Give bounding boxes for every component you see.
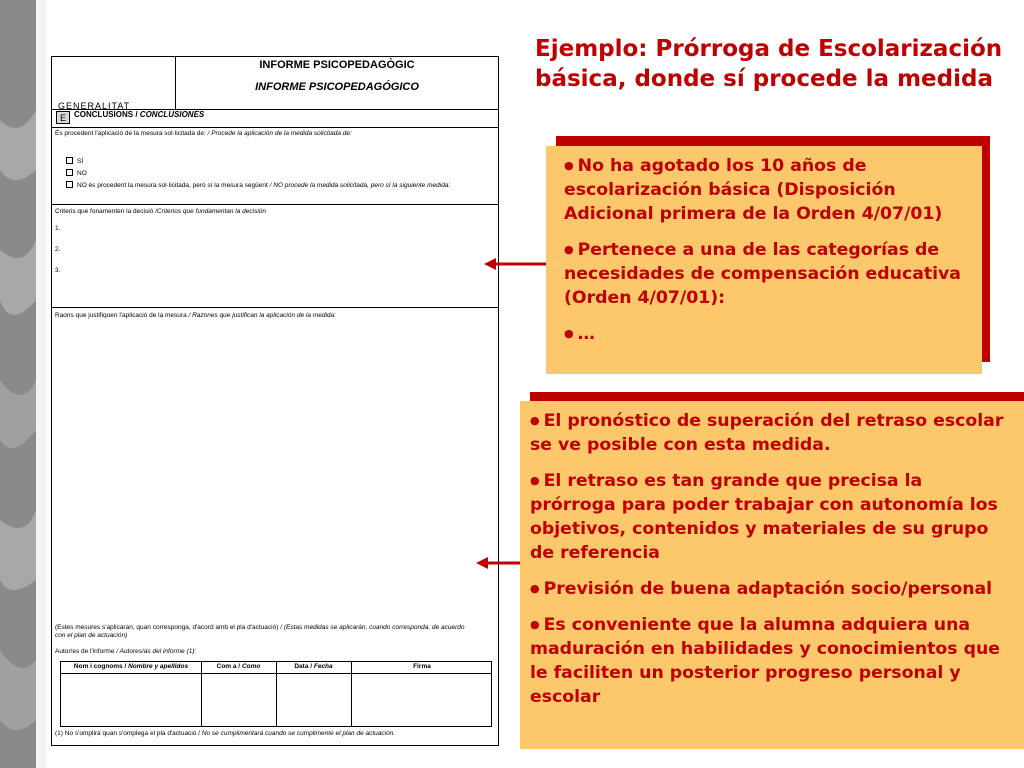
decorative-strip: [0, 0, 36, 768]
divider: [52, 307, 498, 308]
estes-label: [55, 624, 465, 631]
form-header-spanish: INFORME PSICOPEDAGÓGICO: [255, 81, 419, 93]
list-item: [564, 238, 968, 310]
option-no-label: NO: [77, 170, 87, 177]
table-header-nom: [61, 663, 201, 670]
section-title-es: CONCLUSIONES: [139, 110, 205, 119]
bullet-text: El retraso es tan grande que precisa la prórroga para poder trabajar con autonomía los objetivos, contenidos y materiales de su grupo de referencia: [530, 471, 998, 563]
form-header-valencian: INFORME PSICOPEDAGÒGIC: [259, 59, 415, 71]
footnote-val: (1) No s'omplirà quan s'omplega el pla d'actuació /: [55, 730, 200, 737]
autors-label: [55, 648, 196, 655]
callout-box-requirements: [546, 146, 982, 374]
option-no-procede-label: [77, 182, 450, 189]
procede-val: És procedent l'aplicació de la mesura sol·licitada de:: [55, 130, 206, 137]
strip-edge: [36, 0, 46, 768]
list-item: [530, 613, 1010, 709]
generalitat-logo: GENERALITAT: [58, 101, 131, 111]
option-no-procede-es: / NO procede la medida solicitada, pero sí la siguiente medida:: [269, 182, 451, 189]
bullet-text: …: [577, 324, 595, 344]
criteris-es: /Criterios que fundamentan la decisión: [155, 208, 267, 215]
option-no-procede-val: NO és procedent la mesura sol·licitada, però sí la mesura següent: [77, 182, 268, 189]
slide-title: Ejemplo: Prórroga de Escolarización básica, donde sí procede la medida: [535, 36, 1003, 92]
psychopedagogical-report-form: [51, 56, 499, 746]
procede-label: [55, 130, 352, 137]
estes-es-2: con el plan de actuación): [55, 632, 128, 639]
table-header-com: [201, 663, 276, 670]
criteris-val: Criteris que fonamenten la decisió: [55, 208, 154, 215]
bullet-icon: ●: [564, 243, 574, 256]
arrow-left-icon: [476, 555, 522, 571]
divider: [52, 204, 498, 205]
section-title: [74, 110, 204, 119]
criteria-item-1: 1.: [55, 225, 61, 232]
bullet-text: Es conveniente que la alumna adquiera una maduración en habilidades y conocimientos que le faciliten un posterior progreso personal y escolar: [530, 615, 1000, 707]
bullet-icon: ●: [530, 582, 540, 595]
callout-box-reasons: [520, 401, 1024, 749]
divider: [52, 127, 498, 128]
logo-cell: [52, 57, 176, 109]
header-com-es: Como: [241, 663, 261, 670]
option-si-label: SÍ: [77, 158, 84, 165]
header-nom-es: Nombre y apellidos: [128, 663, 189, 670]
bullet-icon: ●: [564, 327, 574, 340]
list-item: [530, 409, 1010, 457]
footnote: [55, 730, 395, 737]
bullet-icon: ●: [530, 414, 540, 427]
section-title-val: CONCLUSIONS: [74, 110, 134, 119]
bullet-icon: ●: [530, 618, 540, 631]
bullet-text: Previsión de buena adaptación socio/personal: [543, 579, 993, 599]
table-col-divider: [276, 662, 277, 726]
raons-es: / Razones que justifican la aplicación de la medida:: [188, 312, 336, 319]
raons-val: Raons que justifiquen l'aplicació de la mesura: [55, 312, 187, 319]
estes-val: (Estes mesures s'aplicaran, quan corresponga, d'acord amb el pla d'actuació): [55, 624, 279, 631]
criteria-item-2: 2.: [55, 246, 61, 253]
header-data-val: Data /: [294, 663, 313, 670]
criteria-item-3: 3.: [55, 267, 61, 274]
bullet-icon: ●: [530, 474, 540, 487]
section-letter: E: [56, 111, 70, 124]
raons-label: [55, 312, 336, 319]
estes-es-1: / (Estas medidas se aplicarán, cuando corresponda, de acuerdo: [280, 624, 465, 631]
procede-es: / Procede la aplicación de la medida solicitada de:: [207, 130, 352, 137]
header-data-es: Fecha: [313, 663, 333, 670]
list-item: [530, 577, 1010, 601]
list-item: [564, 322, 968, 346]
estes-label-2: [55, 632, 127, 639]
header-nom-val: Nom i cognoms /: [73, 663, 127, 670]
autors-es: / Autores/as del informe (1):: [116, 648, 197, 655]
table-header-firma: Firma: [413, 663, 431, 670]
checkbox-no-procede[interactable]: [66, 181, 73, 188]
authors-table: [60, 661, 492, 727]
bullet-text: No ha agotado los 10 años de escolarización básica (Disposición Adicional primera de la Orden 4/07/01): [564, 156, 943, 224]
decorative-pattern-icon: [0, 0, 36, 768]
table-header-data: [276, 663, 351, 670]
checkbox-no[interactable]: [66, 169, 73, 176]
bullet-text: El pronóstico de superación del retraso escolar se ve posible con esta medida.: [530, 411, 1004, 455]
bullet-icon: ●: [564, 159, 574, 172]
arrow-left-icon: [484, 256, 546, 272]
checkbox-si[interactable]: [66, 157, 73, 164]
table-col-divider: [351, 662, 352, 726]
bullet-text: Pertenece a una de las categorías de necesidades de compensación educativa (Orden 4/07/01):: [564, 240, 961, 308]
autors-val: Autor/es de l'informe: [55, 648, 115, 655]
criteris-label: [55, 208, 266, 215]
header-com-val: Com a /: [216, 663, 241, 670]
table-col-divider: [201, 662, 202, 726]
list-item: [530, 469, 1010, 565]
footnote-es: No se cumplimentará cuando se cumplimente el plan de actuación.: [201, 730, 396, 737]
section-title-sep: /: [133, 110, 140, 119]
list-item: [564, 154, 968, 226]
